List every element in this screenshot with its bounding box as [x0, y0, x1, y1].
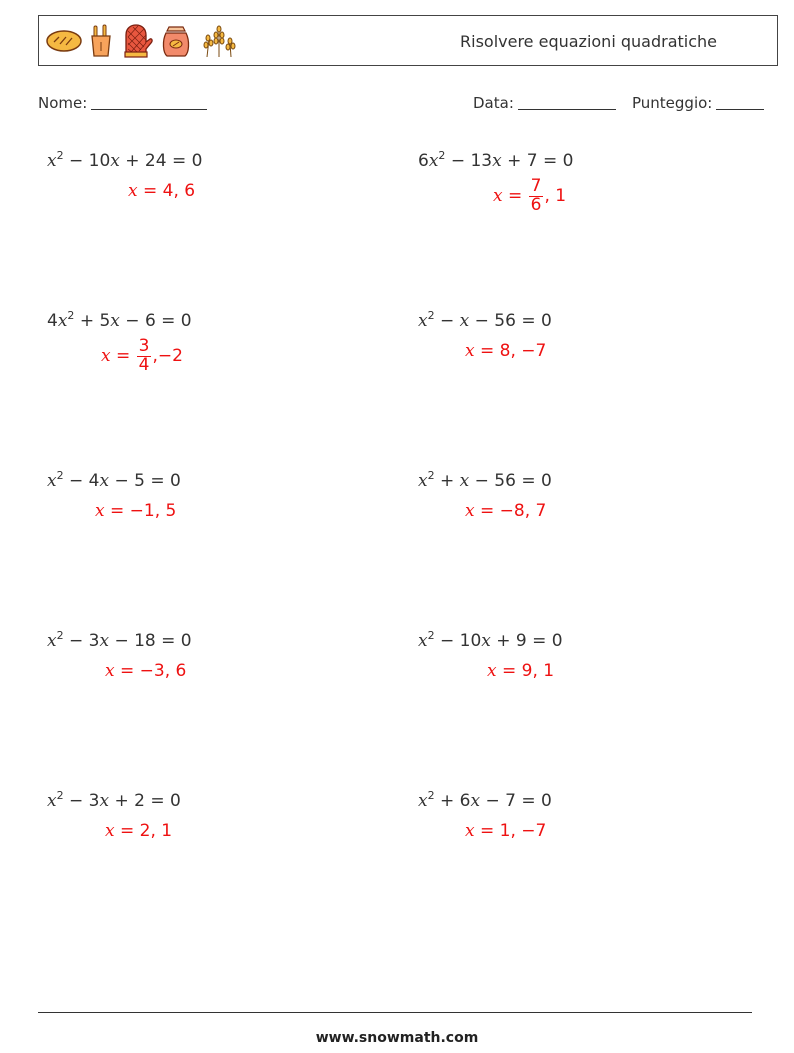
bread-icon	[45, 28, 83, 54]
problem-answer: x = 9, 1	[487, 661, 555, 681]
score-field	[632, 94, 764, 112]
answer-fraction: $\frac{3}{4}$	[138, 336, 150, 375]
score-label: Punteggio:	[632, 94, 713, 112]
problem-answer: x = −1, 5	[95, 501, 177, 521]
name-field	[38, 94, 207, 112]
worksheet-title: Risolvere equazioni quadratiche	[460, 32, 717, 51]
wheat-icon	[199, 23, 239, 59]
problem-equation: $4x^2 + 5x - 6 = 0$	[47, 309, 192, 331]
problem-answer: x = 2, 1	[105, 821, 173, 841]
problem-answer: x = $\frac{7}{6}$ , 1	[493, 176, 567, 215]
oven-mitt-icon	[119, 23, 153, 59]
problem-equation: $x^2 - 10x + 24 = 0$	[47, 149, 203, 171]
problem-equation: $x^2 - 4x - 5 = 0$	[47, 469, 181, 491]
footer-divider	[38, 1012, 752, 1013]
problem-answer: x = 8, −7	[465, 341, 547, 361]
score-blank[interactable]	[716, 95, 764, 110]
worksheet-header	[38, 15, 778, 66]
baguette-bag-icon	[89, 24, 113, 58]
problem-answer: x = $\frac{3}{4}$ ,−2	[101, 336, 183, 375]
name-label: Nome:	[38, 94, 88, 112]
date-label: Data:	[473, 94, 514, 112]
footer-url[interactable]: www.snowmath.com	[315, 1030, 479, 1046]
header-icons	[45, 21, 239, 61]
problem-equation: $6x^2 - 13x + 7 = 0$	[418, 149, 574, 171]
problem-equation: $x^2 - 3x - 18 = 0$	[47, 629, 192, 651]
date-blank[interactable]	[518, 95, 616, 110]
flour-sack-icon	[159, 23, 193, 59]
problem-answer: x = −8, 7	[465, 501, 547, 521]
problem-equation: $x^2 - x - 56 = 0$	[418, 309, 552, 331]
problem-answer: x = −3, 6	[105, 661, 187, 681]
problem-answer: x = 1, −7	[465, 821, 547, 841]
problem-equation: $x^2 + 6x - 7 = 0$	[418, 789, 552, 811]
problem-equation: $x^2 + x - 56 = 0$	[418, 469, 552, 491]
name-blank[interactable]	[91, 95, 207, 110]
problem-equation: $x^2 - 3x + 2 = 0$	[47, 789, 181, 811]
date-field	[473, 94, 616, 112]
answer-fraction: $\frac{7}{6}$	[530, 176, 542, 215]
problem-answer: x = 4, 6	[128, 181, 196, 201]
problem-equation: $x^2 - 10x + 9 = 0$	[418, 629, 563, 651]
